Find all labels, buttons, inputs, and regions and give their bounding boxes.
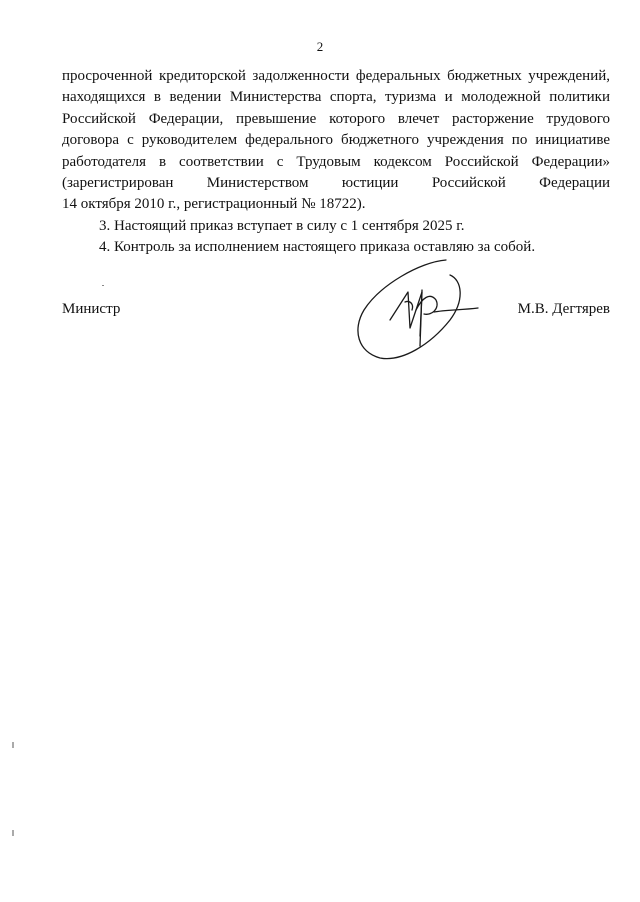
item-4: 4. Контроль за исполнением настоящего приказа оставляю за собой.	[99, 239, 536, 256]
scan-edge-mark	[12, 830, 14, 836]
paragraph-line: находящихся в ведении Министерства спорта, туризма и молодежной политики	[62, 89, 610, 106]
paragraph-line: договора с руководителем федерального бюджетного учреждения по инициативе	[62, 132, 610, 149]
paragraph-line: работодателя в соответствии с Трудовым кодексом Российской Федерации»	[62, 153, 610, 170]
signatory-role: Министр	[62, 301, 121, 317]
item-3: 3. Настоящий приказ вступает в силу с 1 сентября 2025 г.	[99, 217, 465, 234]
paragraph-line: Российской Федерации, превышение которого влечет расторжение трудового	[62, 110, 610, 127]
signatory-name: М.В. Дегтярев	[517, 301, 610, 317]
paragraph-line: (зарегистрирован Министерством юстиции Российской Федерации	[62, 174, 610, 191]
scan-edge-mark	[12, 742, 14, 748]
body-text	[62, 66, 610, 259]
signature-row	[62, 301, 610, 323]
scan-speck	[102, 285, 104, 286]
paragraph-line: 14 октября 2010 г., регистрационный № 18722).	[62, 196, 366, 213]
paragraph-line: просроченной кредиторской задолженности федеральных бюджетных учреждений,	[62, 68, 610, 84]
page-number: 2	[316, 39, 324, 54]
handwritten-signature	[350, 250, 485, 365]
